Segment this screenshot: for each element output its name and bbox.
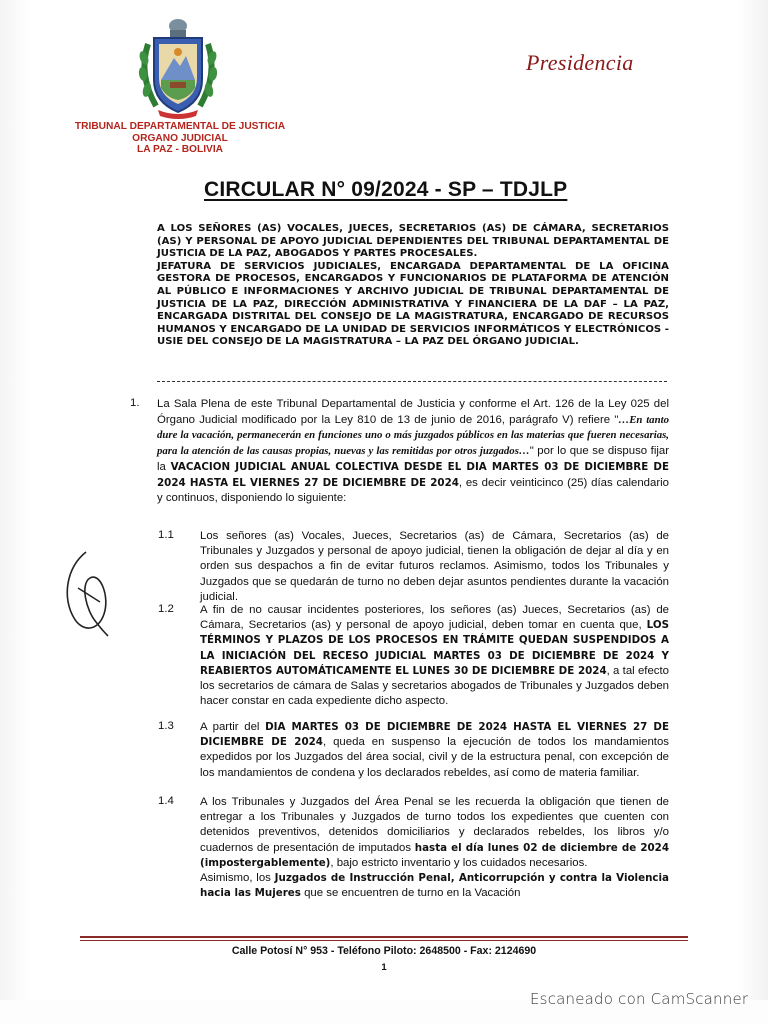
item-1-2-text-b: , a tal efecto los secretarios de cámara de Salas y secretarios abogados de Tribunales y Juzgados deben hacer constar en cada expediente dicho aspecto. <box>200 664 669 708</box>
footer-rule-thin <box>80 940 688 941</box>
camscanner-watermark: Escaneado con CamScanner <box>530 990 749 1008</box>
item-1-4-text-c: Asimismo, los <box>200 872 275 885</box>
item-1-quote: …En tanto dure la vacación, permanecerán en funciones uno o más juzgados públicos en las materias que fueren necesarias, para la atención de las causas propias, nuevas y las remitidas por otros juzgados… <box>157 413 669 458</box>
item-1-text-c: , es decir veinticinco (25) días calendario y continuos, disponiendo lo siguiente: <box>157 476 670 505</box>
item-1-4-text-a: A los Tribunales y Juzgados del Área Penal se les recuerda la obligación que tienen de entregar a los Tribunales y Juzgados de turno todos los expedientes que cuenten con detenidos preventivos, detenidos domiciliarios y declarados rebeldes, los libros y/o cuadernos de presentación de imputados <box>200 796 669 854</box>
item-1-4-number: 1.4 <box>158 795 174 807</box>
item-1-3-text-b: , queda en suspenso la ejecución de todos los mandamientos expedidos por los Juzgados del área social, civil y de la estructura penal, con excepción de los mandamientos de condena y los declarados rebeldes, así como de materia familiar. <box>200 736 669 779</box>
footer-address: Calle Potosí N° 953 - Teléfono Piloto: 2648500 - Fax: 2124690 <box>231 945 537 957</box>
office-heading: Presidencia <box>526 50 634 75</box>
item-1-3-bold: DIA MARTES 03 DE DICIEMBRE DE 2024 HASTA EL VIERNES 27 DE DICIEMBRE DE 2024 <box>200 721 669 749</box>
item-1-3-text <box>200 720 669 781</box>
item-1-4-bold: hasta el día lunes 02 de diciembre de 2024 (impostergablemente) <box>200 841 669 869</box>
circular-title: CIRCULAR N° 09/2024 - SP – TDJLP <box>204 178 568 201</box>
item-1-2-text <box>200 603 669 709</box>
item-1-text <box>157 397 669 507</box>
addressee-paragraph-1: A LOS SEÑORES (AS) VOCALES, JUECES, SECRETARIOS (AS) DE CÁMARA, SECRETARIOS (AS) Y PERSONAL DE APOYO JUDICIAL DEPENDIENTES DEL TRIBUNAL DEPARTAMENTAL DE JUSTICIA DE LA PAZ, ABOGADOS Y PARTES PROCESALES. <box>157 223 669 260</box>
item-1-3-text-a: A partir del <box>200 721 266 733</box>
item-1-1-number: 1.1 <box>158 529 174 541</box>
addressee-paragraph-2: JEFATURA DE SERVICIOS JUDICIALES, ENCARGADA DEPARTAMENTAL DE LA OFICINA GESTORA DE PROCESOS, ENCARGADOS Y FUNCIONARIOS DE PLATAFORMA DE ATENCIÓN AL PÚBLICO E INFORMACIONES Y ARCHIVO JUDICIAL DE TRIBUNAL DEPARTAMENTAL DE JUSTICIA DE LA PAZ, DIRECCIÓN ADMINISTRATIVA Y FINANCIERA DE LA DAF – LA PAZ, ENCARGADA DISTRITAL DEL CONSEJO DE LA MAGISTRATURA, ENCARGADO DE RECURSOS HUMANOS Y ENCARGADO DE LA UNIDAD DE SERVICIOS INFORMÁTICOS Y ELECTRÓNICOS - USIE DEL CONSEJO DE LA MAGISTRATURA – LA PAZ DEL ÓRGANO JUDICIAL. <box>157 260 669 348</box>
item-1-1-text: Los señores (as) Vocales, Jueces, Secretarios (as) de Cámara, Secretarios (as) de Tribunales y Juzgados y personal de apoyo judicial, tienen la obligación de dejar al día y en orden sus despachos a fin de evitar futuros reclamos. Asimismo, todos los Tribunales y Juzgados que se quedarán de turno no deben dejar asuntos pendientes durante la vacación judicial. <box>200 530 669 603</box>
handwritten-signature <box>56 548 116 638</box>
item-1-number: 1. <box>130 397 140 409</box>
footer-rule-thick <box>80 936 688 938</box>
item-1-2-text-a: A fin de no causar incidentes posteriores, los señores (as) Jueces, Secretarios (as) de Cámara, Secretarios (as) y personal de apoyo judicial, deben tomar en cuenta que, <box>200 604 669 632</box>
item-1-2-number: 1.2 <box>158 603 174 615</box>
item-1-bold: VACACION JUDICIAL ANUAL COLECTIVA DESDE EL DIA MARTES 03 DE DICIEMBRE DE 2024 HASTA EL VIERNES 27 DE DICIEMBRE DE 2024 <box>157 460 669 489</box>
coat-of-arms-emblem <box>134 14 222 122</box>
item-1-4-text-b: , bajo estricto inventario y los cuidados necesarios. <box>330 856 588 869</box>
item-1-3-number: 1.3 <box>158 720 174 732</box>
item-1-4-text-d: que se encuentren de turno en la Vacación <box>300 887 521 900</box>
item-1-text-a: La Sala Plena de este Tribunal Departamental de Justicia y conforme el Art. 126 de la Ley 025 del Órgano Judicial modificado por la Ley 810 de 13 de junio de 2016, parágrafo V) refiere " <box>157 398 669 426</box>
page-number: 1 <box>381 962 387 973</box>
item-1-4-text <box>200 795 669 901</box>
institution-line-1: TRIBUNAL DEPARTAMENTAL DE JUSTICIA <box>74 121 286 132</box>
item-1-text-b: " por lo que se dispuso fijar la <box>157 445 670 473</box>
institution-line-2: ORGANO JUDICIAL <box>132 132 228 144</box>
item-1-4-bold-2: Juzgados de Instrucción Penal, Anticorrupción y contra la Violencia hacia las Mujeres <box>200 872 669 900</box>
dashed-separator <box>157 381 667 382</box>
institution-line-3: LA PAZ - BOLIVIA <box>136 144 224 156</box>
institution-name <box>60 121 300 156</box>
addressee-block <box>157 223 669 349</box>
item-1-2-bold: LOS TÉRMINOS Y PLAZOS DE LOS PROCESOS EN TRÁMITE QUEDAN SUSPENDIDOS A LA INICIACIÓN DEL RECESO JUDICIAL MARTES 03 DE DICIEMBRE DE 2024 Y REABIERTOS AUTOMÁTICAMENTE EL LUNES 30 DE DICIEMBRE DE 2024 <box>200 619 669 677</box>
